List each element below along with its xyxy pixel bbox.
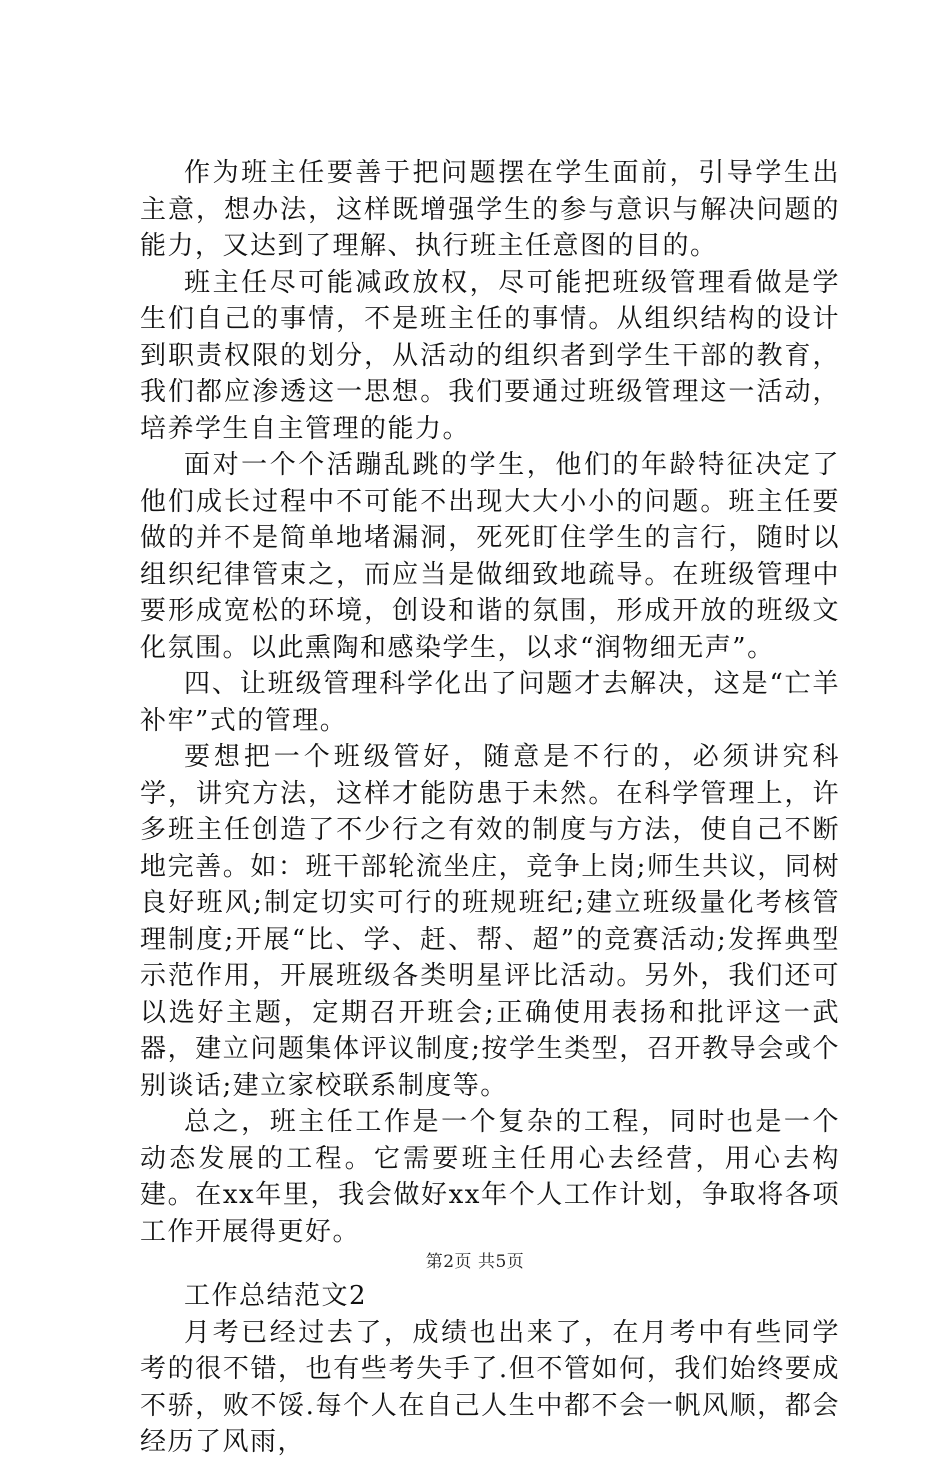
paragraph-6: 总之，班主任工作是一个复杂的工程，同时也是一个动态发展的工程。它需要班主任用心去经营，用心去构建。在xx年里，我会做好xx年个人工作计划，争取将各项工作开展得更好。	[140, 1107, 840, 1247]
paragraph-1: 作为班主任要善于把问题摆在学生面前，引导学生出主意，想办法，这样既增强学生的参与意识与解决问题的能力，又达到了理解、执行班主任意图的目的。	[140, 158, 840, 261]
page-footer: 第2页 共5页	[425, 1252, 525, 1272]
paragraph-3: 面对一个个活蹦乱跳的学生，他们的年龄特征决定了他们成长过程中不可能不出现大大小小的问题。班主任要做的并不是简单地堵漏洞，死死盯住学生的言行，随时以组织纪律管束之，而应当是做细致地疏导。在班级管理中要形成宽松的环境，创设和谐的氛围，形成开放的班级文化氛围。以此熏陶和感染学生，以求“润物细无声”。	[140, 450, 840, 663]
section-title: 工作总结范文2	[184, 1281, 368, 1311]
paragraph-2: 班主任尽可能减政放权，尽可能把班级管理看做是学生们自己的事情，不是班主任的事情。从组织结构的设计到职责权限的划分，从活动的组织者到学生干部的教育，我们都应渗透这一思想。我们要通过班级管理这一活动，培养学生自主管理的能力。	[140, 267, 840, 444]
paragraph-5: 要想把一个班级管好，随意是不行的，必须讲究科学，讲究方法，这样才能防患于未然。在科学管理上，许多班主任创造了不少行之有效的制度与方法，使自己不断地完善。如：班干部轮流坐庄，竞争上岗;师生共议，同树良好班风;制定切实可行的班规班纪;建立班级量化考核管理制度;开展“比、学、赶、帮、超”的竞赛活动;发挥典型示范作用，开展班级各类明星评比活动。另外，我们还可以选好主题，定期召开班会;正确使用表扬和批评这一武器，建立问题集体评议制度;按学生类型，召开教导会或个别谈话;建立家校联系制度等。	[140, 742, 840, 1101]
section-paragraph-1: 月考已经过去了，成绩也出来了，在月考中有些同学考的很不错，也有些考失手了.但不管如何，我们始终要成不骄，败不馁.每个人在自己人生中都不会一帆风顺，都会经历了风雨，	[140, 1317, 840, 1457]
paragraph-4: 四、让班级管理科学化出了问题才去解决，这是“亡羊补牢”式的管理。	[140, 669, 840, 736]
